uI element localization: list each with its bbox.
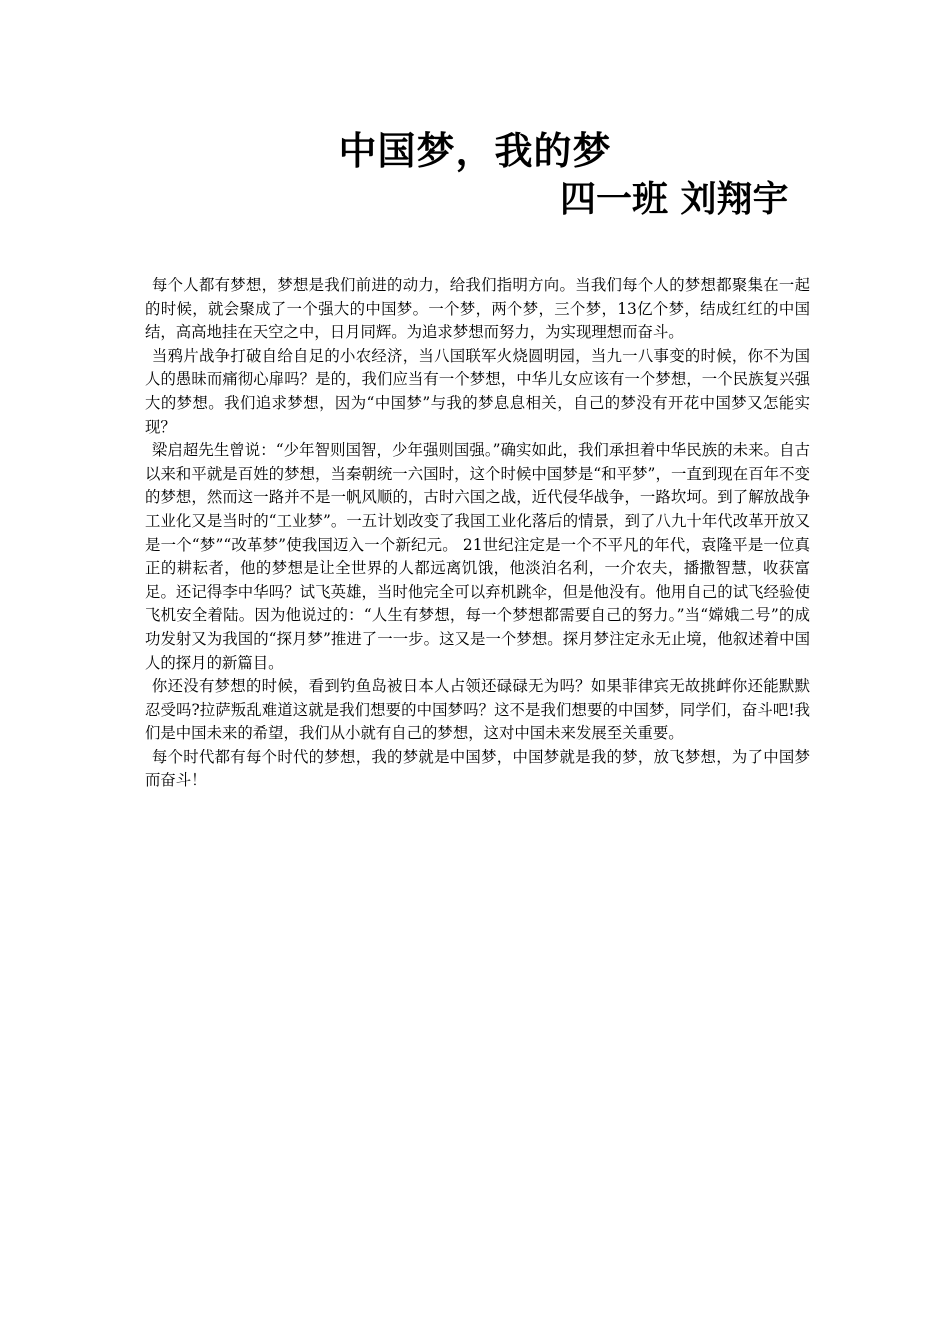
paragraph-2: 当鸦片战争打破自给自足的小农经济，当八国联军火烧圆明园，当九一八事变的时候，你不为国人的愚昧而痛彻心扉吗？是的，我们应当有一个梦想，中华儿女应该有一个梦想，一个民族复兴强大的梦想。我们追求梦想，因为“中国梦”与我的梦息息相关，自己的梦没有开花中国梦又怎能实现？	[145, 346, 810, 436]
paragraph-4: 你还没有梦想的时候，看到钓鱼岛被日本人占领还碌碌无为吗？如果菲律宾无故挑衅你还能默默忍受吗?拉萨叛乱难道这就是我们想要的中国梦吗？这不是我们想要的中国梦，同学们，奋斗吧!我们是中国未来的希望，我们从小就有自己的梦想，这对中国未来发展至关重要。	[145, 677, 810, 743]
paragraph-3: 梁启超先生曾说：“少年智则国智，少年强则国强。”确实如此，我们承担着中华民族的未来。自古以来和平就是百姓的梦想，当秦朝统一六国时，这个时候中国梦是“和平梦”，一直到现在百年不变的梦想，然而这一路并不是一帆风顺的，古时六国之战，近代侵华战争，一路坎坷。到了解放战争工业化又是当时的“工业梦”。一五计划改变了我国工业化落后的情景，到了八九十年代改革开放又是一个“梦”“改革梦”使我国迈入一个新纪元。 21世纪注定是一个不平凡的年代，袁隆平是一位真正的耕耘者，他的梦想是让全世界的人都远离饥饿，他淡泊名利，一介农夫，播撒智慧，收获富足。还记得李中华吗？试飞英雄，当时他完全可以弃机跳伞，但是他没有。他用自己的试飞经验使飞机安全着陆。因为他说过的：“人生有梦想，每一个梦想都需要自己的努力。”当“嫦娥二号”的成功发射又为我国的“探月梦”推进了一一步。这又是一个梦想。探月梦注定永无止境，他叙述着中国人的探月的新篇目。	[145, 441, 810, 672]
author-byline: 四一班 刘翔宇	[560, 179, 789, 220]
paragraph-1: 每个人都有梦想，梦想是我们前进的动力，给我们指明方向。当我们每个人的梦想都聚集在一起的时候，就会聚成了一个强大的中国梦。一个梦，两个梦，三个梦，13亿个梦，结成红红的中国结，高高地挂在天空之中，日月同辉。为追求梦想而努力，为实现理想而奋斗。	[145, 276, 810, 342]
essay-body	[145, 274, 810, 793]
paragraph-5: 每个时代都有每个时代的梦想，我的梦就是中国梦，中国梦就是我的梦，放飞梦想，为了中国梦而奋斗！	[145, 747, 810, 790]
document-title: 中国梦，我的梦	[338, 129, 612, 173]
